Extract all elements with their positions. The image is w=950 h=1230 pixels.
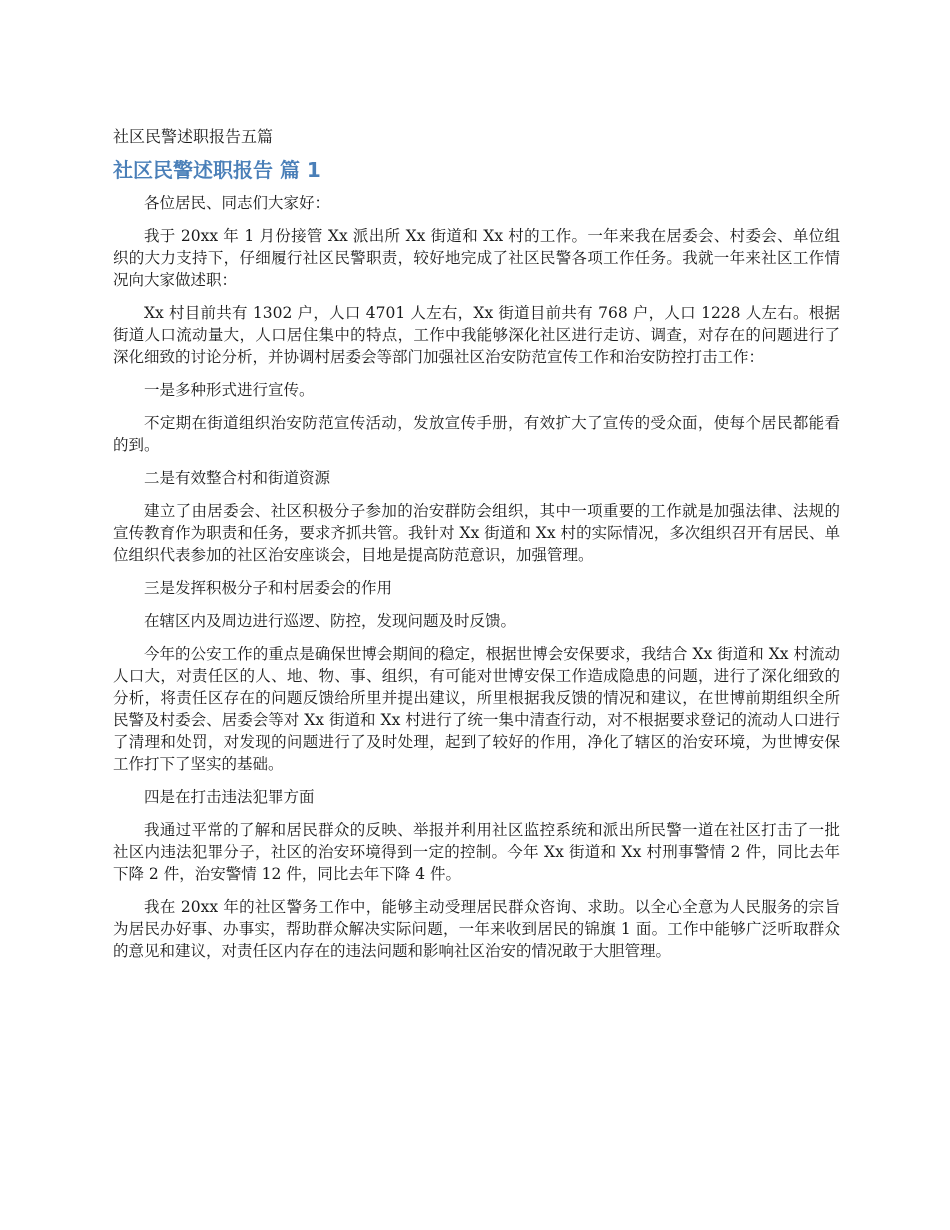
- document-body: [113, 192, 840, 962]
- paragraph: 四是在打击违法犯罪方面: [144, 788, 315, 806]
- paragraph: 我通过平常的了解和居民群众的反映、举报并利用社区监控系统和派出所民警一道在社区打击了一批社区内违法犯罪分子，社区的治安环境得到一定的控制。今年 Xx 街道和 Xx 村刑事警情 2 件，同比去年下降 2 件，治安警情 12 件，同比去年下降 4 件。: [113, 821, 840, 883]
- paragraph: 在辖区内及周边进行巡逻、防控，发现问题及时反馈。: [144, 612, 517, 630]
- paragraph: 建立了由居委会、社区积极分子参加的治安群防会组织，其中一项重要的工作就是加强法律、法规的宣传教育作为职责和任务，要求齐抓共管。我针对 Xx 街道和 Xx 村的实际情况，多次组织召开有居民、单位组织代表参加的社区治安座谈会，目地是提高防范意识，加强管理。: [113, 502, 840, 564]
- document-title: 社区民警述职报告五篇: [113, 127, 274, 146]
- paragraph: 不定期在街道组织治安防范宣传活动，发放宣传手册，有效扩大了宣传的受众面，使每个居民都能看的到。: [113, 414, 840, 454]
- section-heading: 社区民警述职报告 篇 1: [113, 158, 321, 182]
- paragraph: 我在 20xx 年的社区警务工作中，能够主动受理居民群众咨询、求助。以全心全意为人民服务的宗旨为居民办好事、办事实，帮助群众解决实际问题，一年来收到居民的锦旗 1 面。工作中能够广泛听取群众的意见和建议，对责任区内存在的违法问题和影响社区治安的情况敢于大胆管理。: [113, 898, 840, 960]
- paragraph: 我于 20xx 年 1 月份接管 Xx 派出所 Xx 街道和 Xx 村的工作。一年来我在居委会、村委会、单位组织的大力支持下，仔细履行社区民警职责，较好地完成了社区民警各项工作任务。我就一年来社区工作情况向大家做述职：: [113, 227, 840, 289]
- paragraph: 各位居民、同志们大家好：: [144, 194, 331, 212]
- paragraph: 今年的公安工作的重点是确保世博会期间的稳定，根据世博会安保要求，我结合 Xx 街道和 Xx 村流动人口大，对责任区的人、地、物、事、组织，有可能对世博安保工作造成隐患的问题，进行了深化细致的分析，将责任区存在的问题反馈给所里并提出建议，所里根据我反馈的情况和建议，在世博前期组织全所民警及村委会、居委会等对 Xx 街道和 Xx 村进行了统一集中清查行动，对不根据要求登记的流动人口进行了清理和处罚，对发现的问题进行了及时处理，起到了较好的作用，净化了辖区的治安环境，为世博安保工作打下了坚实的基础。: [113, 645, 840, 773]
- paragraph: Xx 村目前共有 1302 户，人口 4701 人左右，Xx 街道目前共有 768 户，人口 1228 人左右。根据街道人口流动量大，人口居住集中的特点，工作中我能够深化社区进行走访、调查，对存在的问题进行了深化细致的讨论分析，并协调村居委会等部门加强社区治安防范宣传工作和治安防控打击工作：: [113, 304, 840, 366]
- paragraph: 二是有效整合村和街道资源: [144, 469, 331, 487]
- paragraph: 一是多种形式进行宣传。: [144, 381, 315, 399]
- document-page: [113, 124, 840, 973]
- paragraph: 三是发挥积极分子和村居委会的作用: [144, 579, 393, 597]
